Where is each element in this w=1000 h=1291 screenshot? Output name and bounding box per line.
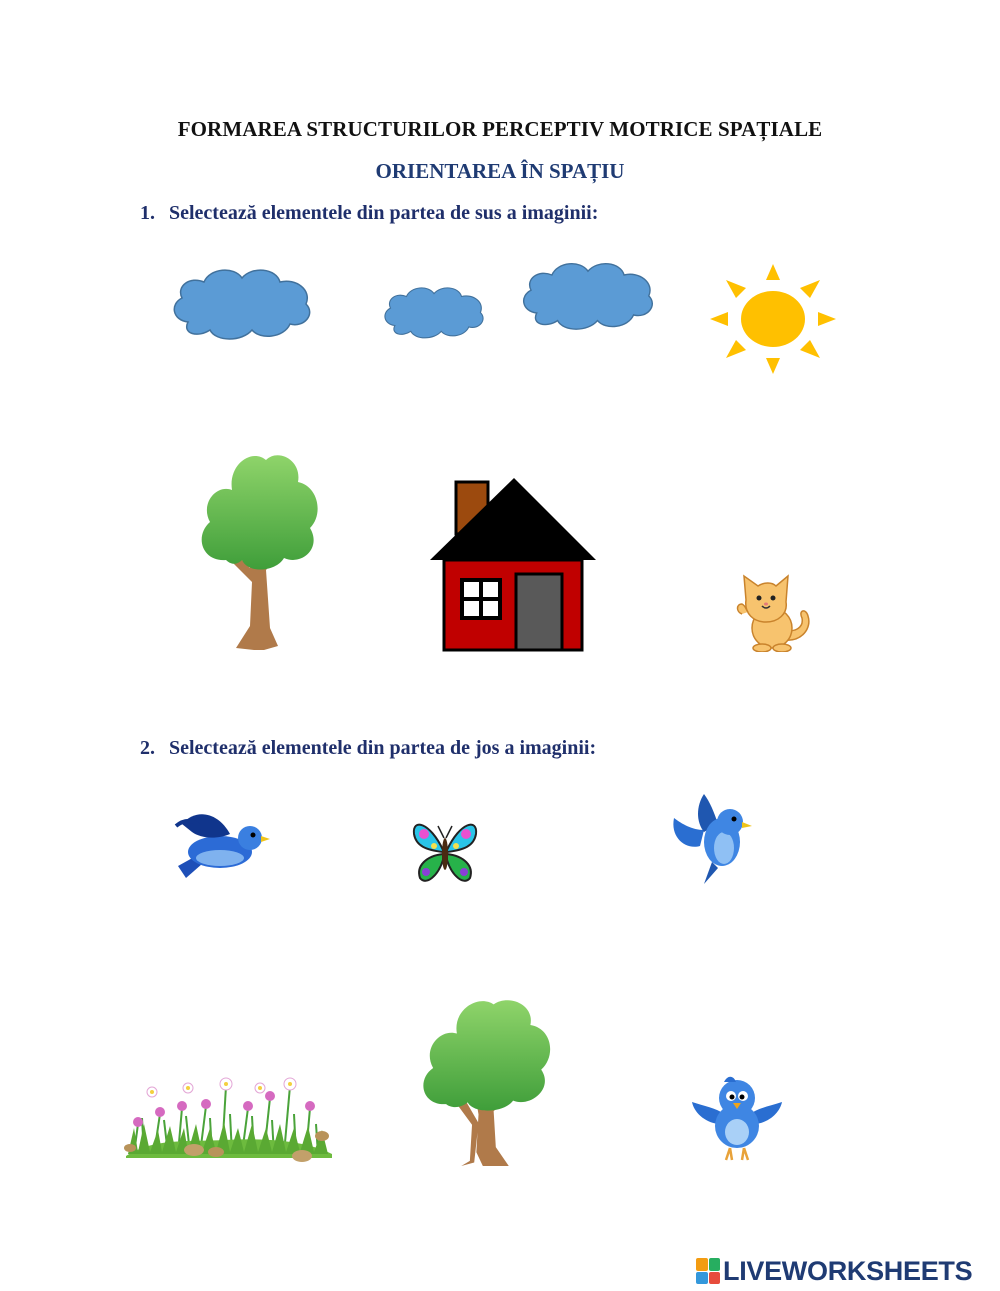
question-1	[140, 202, 598, 225]
page-title: FORMAREA STRUCTURILOR PERCEPTIV MOTRICE SPAȚIALE	[177, 117, 823, 141]
bird-1-image[interactable]	[172, 808, 272, 888]
bird-3-image[interactable]	[690, 1072, 784, 1164]
bird-icon	[172, 808, 272, 888]
bird-icon	[670, 790, 754, 886]
cat-icon	[732, 570, 812, 652]
cat-image[interactable]	[732, 570, 812, 652]
tree-icon	[196, 450, 320, 650]
butterfly-image[interactable]	[410, 820, 480, 886]
question-2-text: Selectează elementele din partea de jos a imaginii:	[169, 737, 597, 759]
question-2	[140, 737, 596, 760]
house-icon	[428, 476, 598, 652]
question-1-number: 1.	[140, 202, 155, 224]
page-subtitle: ORIENTAREA ÎN SPAȚIU	[375, 159, 625, 183]
tree-icon	[418, 994, 552, 1166]
house-image[interactable]	[428, 476, 598, 652]
butterfly-icon	[410, 820, 480, 886]
tree-2-image[interactable]	[418, 994, 552, 1166]
bird-2-image[interactable]	[670, 790, 754, 886]
cloud-icon	[380, 282, 488, 340]
tree-image[interactable]	[196, 450, 320, 650]
cloud-2-image[interactable]	[380, 282, 488, 340]
sun-icon	[708, 262, 838, 376]
cloud-icon	[514, 256, 662, 332]
bird-icon	[690, 1072, 784, 1164]
logo-mark-icon	[696, 1258, 720, 1284]
liveworksheets-logo[interactable]	[696, 1256, 972, 1286]
cloud-1-image[interactable]	[168, 262, 316, 342]
cloud-3-image[interactable]	[514, 256, 662, 332]
sun-image[interactable]	[708, 262, 838, 376]
flowers-grass-image[interactable]	[124, 1058, 334, 1164]
cloud-icon	[168, 262, 316, 342]
question-1-text: Selectează elementele din partea de sus a imaginii:	[169, 202, 599, 224]
question-2-number: 2.	[140, 737, 155, 759]
logo-text: LIVEWORKSHEETS	[723, 1255, 973, 1286]
flowers-grass-icon	[124, 1058, 334, 1164]
